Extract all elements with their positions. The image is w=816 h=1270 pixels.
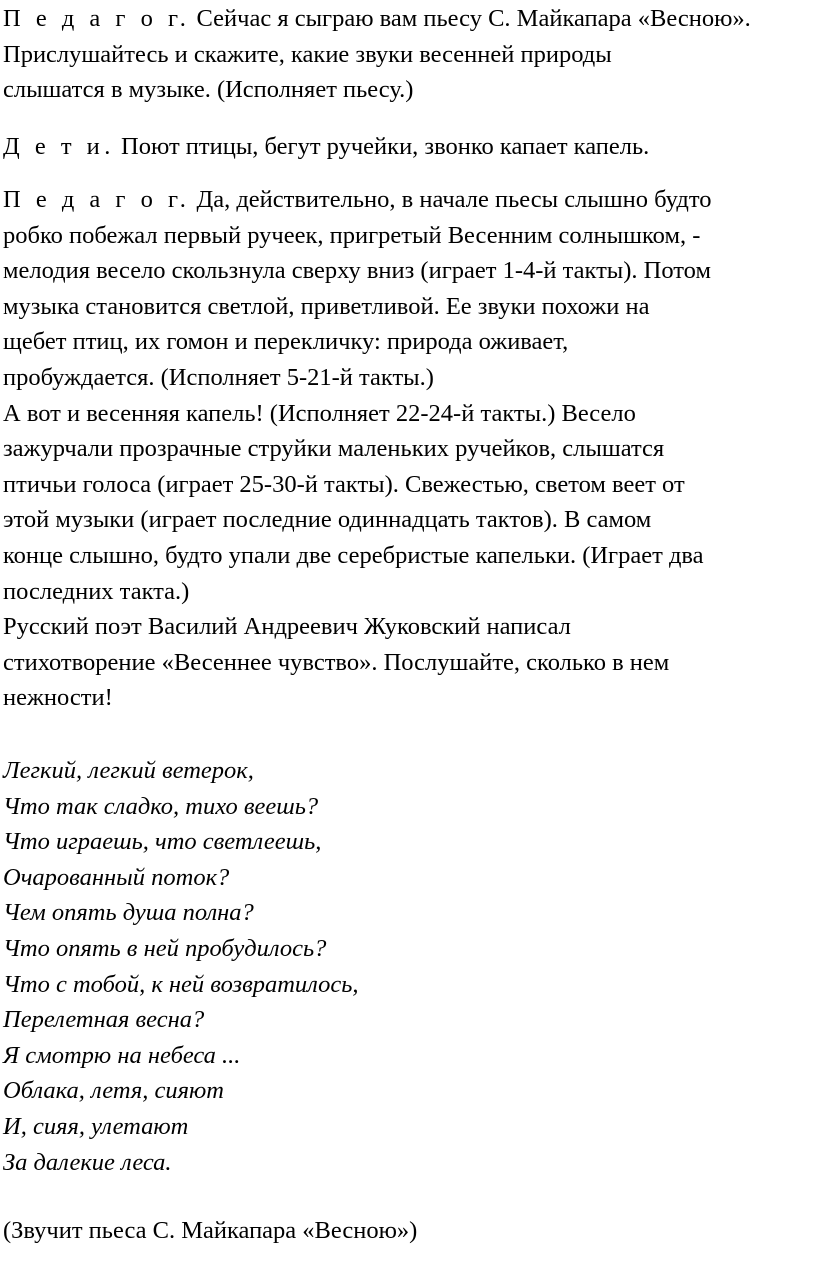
- teacher-paragraph-intro: [3, 1, 803, 108]
- text-line: Прислушайтесь и скажите, какие звуки весенней природы: [3, 40, 612, 68]
- text-line: мелодия весело скользнула сверху вниз (играет 1-4-й такты). Потом: [3, 257, 711, 285]
- text-line: щебет птиц, их гомон и перекличку: природа оживает,: [3, 328, 569, 356]
- text-line: робко побежал первый ручеек, пригретый Весенним солнышком, -: [3, 221, 701, 249]
- speaker-label: П е д а г о г.: [3, 186, 191, 213]
- text-line: зажурчали прозрачные струйки маленьких ручейков, слышатся: [3, 435, 665, 463]
- teacher-paragraph-explanation: [3, 182, 803, 716]
- poem-line: Легкий, легкий ветерок,: [3, 757, 254, 784]
- text-line: П е д а г о г. Сейчас я сыграю вам пьесу С. Майкапара «Весною».: [3, 5, 751, 32]
- text-line: стихотворение «Весеннее чувство». Послушайте, сколько в нем: [3, 648, 670, 676]
- poem-line: И, сияя, улетают: [3, 1112, 189, 1140]
- poem-line: Что так сладко, тихо веешь?: [3, 792, 319, 820]
- speaker-label: П е д а г о г.: [3, 5, 191, 32]
- text-line: П е д а г о г. Да, действительно, в начале пьесы слышно будто: [3, 186, 712, 213]
- text-line: слышатся в музыке. (Исполняет пьесу.): [3, 76, 414, 104]
- poem-line: Перелетная весна?: [3, 1006, 205, 1034]
- text-line: Русский поэт Василий Андреевич Жуковский написал: [3, 613, 571, 641]
- text-line: нежности!: [3, 684, 113, 712]
- text-line: (Звучит пьеса С. Майкапара «Весною»): [3, 1217, 418, 1244]
- poem-line: Что опять в ней пробудилось?: [3, 934, 327, 962]
- text-line: Д е т и. Поют птицы, бегут ручейки, звонко капает капель.: [3, 133, 650, 160]
- children-paragraph: [3, 129, 803, 165]
- speaker-label: Д е т и.: [3, 133, 115, 160]
- poem-line: Чем опять душа полна?: [3, 899, 254, 927]
- poem-line: Что играешь, что светлеешь,: [3, 828, 322, 856]
- text-line: этой музыки (играет последние одиннадцать тактов). В самом: [3, 506, 652, 534]
- closing-note: [3, 1213, 803, 1249]
- poem-line: Что с тобой, к ней возвратилось,: [3, 970, 359, 998]
- poem: [3, 753, 803, 1180]
- text-line: музыка становится светлой, приветливой. Ее звуки похожи на: [3, 292, 650, 320]
- poem-line: За далекие леса.: [3, 1148, 172, 1176]
- text-line: последних такта.): [3, 577, 190, 605]
- poem-line: Очарованный поток?: [3, 863, 230, 891]
- text-line: конце слышно, будто упали две серебристые капельки. (Играет два: [3, 541, 704, 569]
- poem-line: Облака, летя, сияют: [3, 1077, 224, 1105]
- text-line: А вот и весенняя капель! (Исполняет 22-24-й такты.) Весело: [3, 399, 636, 427]
- text-line: пробуждается. (Исполняет 5-21-й такты.): [3, 363, 434, 391]
- poem-line: Я смотрю на небеса ...: [3, 1041, 241, 1069]
- text-line: птичьи голоса (играет 25-30-й такты). Свежестью, светом веет от: [3, 470, 685, 498]
